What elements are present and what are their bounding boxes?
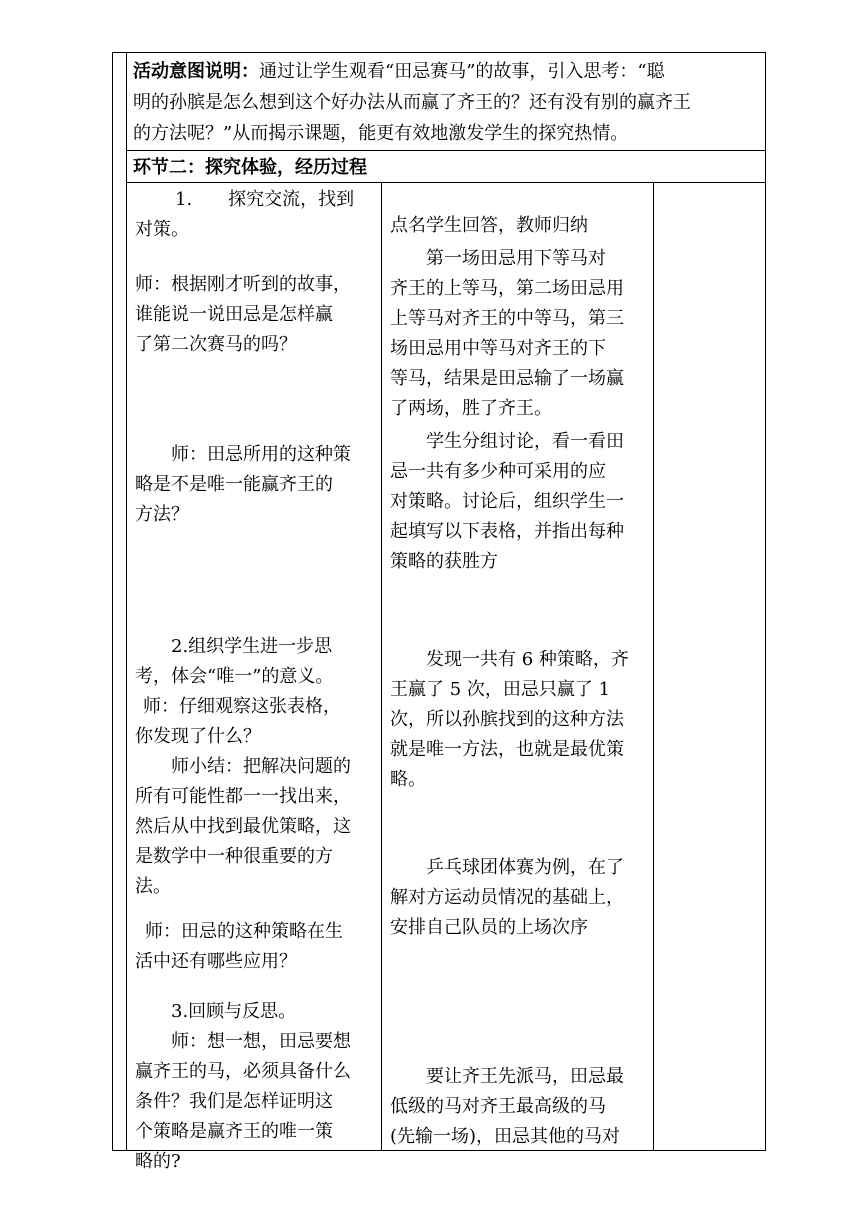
text-line: 对策。 <box>135 219 189 240</box>
text-line: 师：想一想，田忌要想 <box>171 1031 351 1052</box>
teacher-paragraph-6 <box>135 997 375 1177</box>
student-paragraph-4 <box>390 645 648 795</box>
text-line: 解对方运动员情况的基础上， <box>390 887 624 908</box>
teacher-paragraph-5 <box>135 917 375 977</box>
table-border-top <box>112 52 766 53</box>
activity-intent <box>133 56 759 149</box>
table-border-left-outer <box>112 52 113 1151</box>
text-line: 3.回顾与反思。 <box>171 1001 297 1022</box>
section-heading: 环节二：探究体验，经历过程 <box>133 157 367 178</box>
text-line: 考，体会“唯一”的意义。 <box>135 666 334 687</box>
text-line: 略。 <box>390 769 426 790</box>
text-line: 谁能说一说田忌是怎样赢 <box>135 304 333 325</box>
text-line: 活中还有哪些应用？ <box>135 951 297 972</box>
column-divider-1 <box>381 182 382 1151</box>
text-line: 低级的马对齐王最高级的马 <box>390 1096 606 1117</box>
text-line: 点名学生回答，教师归纳 <box>390 215 588 236</box>
text-line: 你发现了什么？ <box>135 726 261 747</box>
activity-intent-label: 活动意图说明： <box>133 61 259 82</box>
teacher-paragraph-1 <box>135 185 375 245</box>
student-paragraph-1 <box>390 211 648 241</box>
text-line: 1. 探究交流，找到 <box>175 189 355 210</box>
text-line: 了第二次赛马的吗？ <box>135 334 297 355</box>
text-line: 对策略。讨论后，组织学生一 <box>390 491 624 512</box>
activity-intent-line: 的方法呢？”从而揭示课题，能更有效地激发学生的探究热情。 <box>133 123 629 144</box>
text-line: 师小结：把解决问题的 <box>171 756 351 777</box>
teacher-column <box>135 185 375 1177</box>
text-line: 安排自己队员的上场次序 <box>390 917 588 938</box>
text-line: 要让齐王先派马，田忌最 <box>426 1066 624 1087</box>
text-line: 师：田忌的这种策略在生 <box>145 921 343 942</box>
text-line: 次，所以孙膑找到的这种方法 <box>390 709 624 730</box>
text-line: 2.组织学生进一步思 <box>171 636 333 657</box>
text-line: 师：根据刚才听到的故事， <box>135 274 351 295</box>
text-line: 王赢了 5 次，田忌只赢了 1 <box>390 679 611 700</box>
text-line: (先输一场)，田忌其他的马对 <box>390 1126 621 1147</box>
student-paragraph-3 <box>390 427 648 577</box>
text-line: 略是不是唯一能赢齐王的 <box>135 474 333 495</box>
table-border-right <box>765 52 766 1151</box>
text-line: 师：仔细观察这张表格， <box>143 696 341 717</box>
text-line: 是数学中一种很重要的方 <box>135 846 333 867</box>
text-line: 上等马对齐王的中等马，第三 <box>390 308 624 329</box>
student-paragraph-5 <box>390 853 648 943</box>
row-divider-1 <box>126 150 766 151</box>
text-line: 略的? <box>135 1151 181 1172</box>
text-line: 发现一共有 6 种策略，齐 <box>426 649 629 670</box>
student-column <box>390 211 648 1152</box>
text-line: 忌一共有多少种可采用的应 <box>390 461 606 482</box>
text-line: 师：田忌所用的这种策 <box>171 444 351 465</box>
student-paragraph-6 <box>390 1062 648 1152</box>
text-line: 方法？ <box>135 504 189 525</box>
text-line: 条件？我们是怎样证明这 <box>135 1091 333 1112</box>
teacher-paragraph-3 <box>135 440 375 530</box>
text-line: 场田忌用中等马对齐王的下 <box>390 338 606 359</box>
text-line: 然后从中找到最优策略，这 <box>135 816 351 837</box>
column-divider-2 <box>653 182 654 1151</box>
activity-intent-line: 通过让学生观看“田忌赛马”的故事，引入思考：“聪 <box>259 61 665 82</box>
text-line: 齐王的上等马，第二场田忌用 <box>390 278 624 299</box>
teacher-paragraph-2 <box>135 270 375 360</box>
activity-intent-line: 明的孙膑是怎么想到这个好办法从而赢了齐王的？还有没有别的赢齐王 <box>133 92 691 113</box>
table-border-left <box>126 52 127 1151</box>
text-line: 乒乓球团体赛为例，在了 <box>426 857 624 878</box>
text-line: 法。 <box>135 876 171 897</box>
text-line: 起填写以下表格，并指出每种 <box>390 521 624 542</box>
text-line: 学生分组讨论，看一看田 <box>426 431 624 452</box>
text-line: 所有可能性都一一找出来， <box>135 786 351 807</box>
text-line: 个策略是赢齐王的唯一策 <box>135 1121 333 1142</box>
text-line: 等马，结果是田忌输了一场赢 <box>390 368 624 389</box>
text-line: 就是唯一方法，也就是最优策 <box>390 739 624 760</box>
text-line: 赢齐王的马，必须具备什么 <box>135 1061 351 1082</box>
student-paragraph-2 <box>390 244 648 424</box>
text-line: 了两场，胜了齐王。 <box>390 398 552 419</box>
text-line: 第一场田忌用下等马对 <box>426 248 606 269</box>
text-line: 策略的获胜方 <box>390 551 498 572</box>
teacher-paragraph-4 <box>135 632 375 902</box>
